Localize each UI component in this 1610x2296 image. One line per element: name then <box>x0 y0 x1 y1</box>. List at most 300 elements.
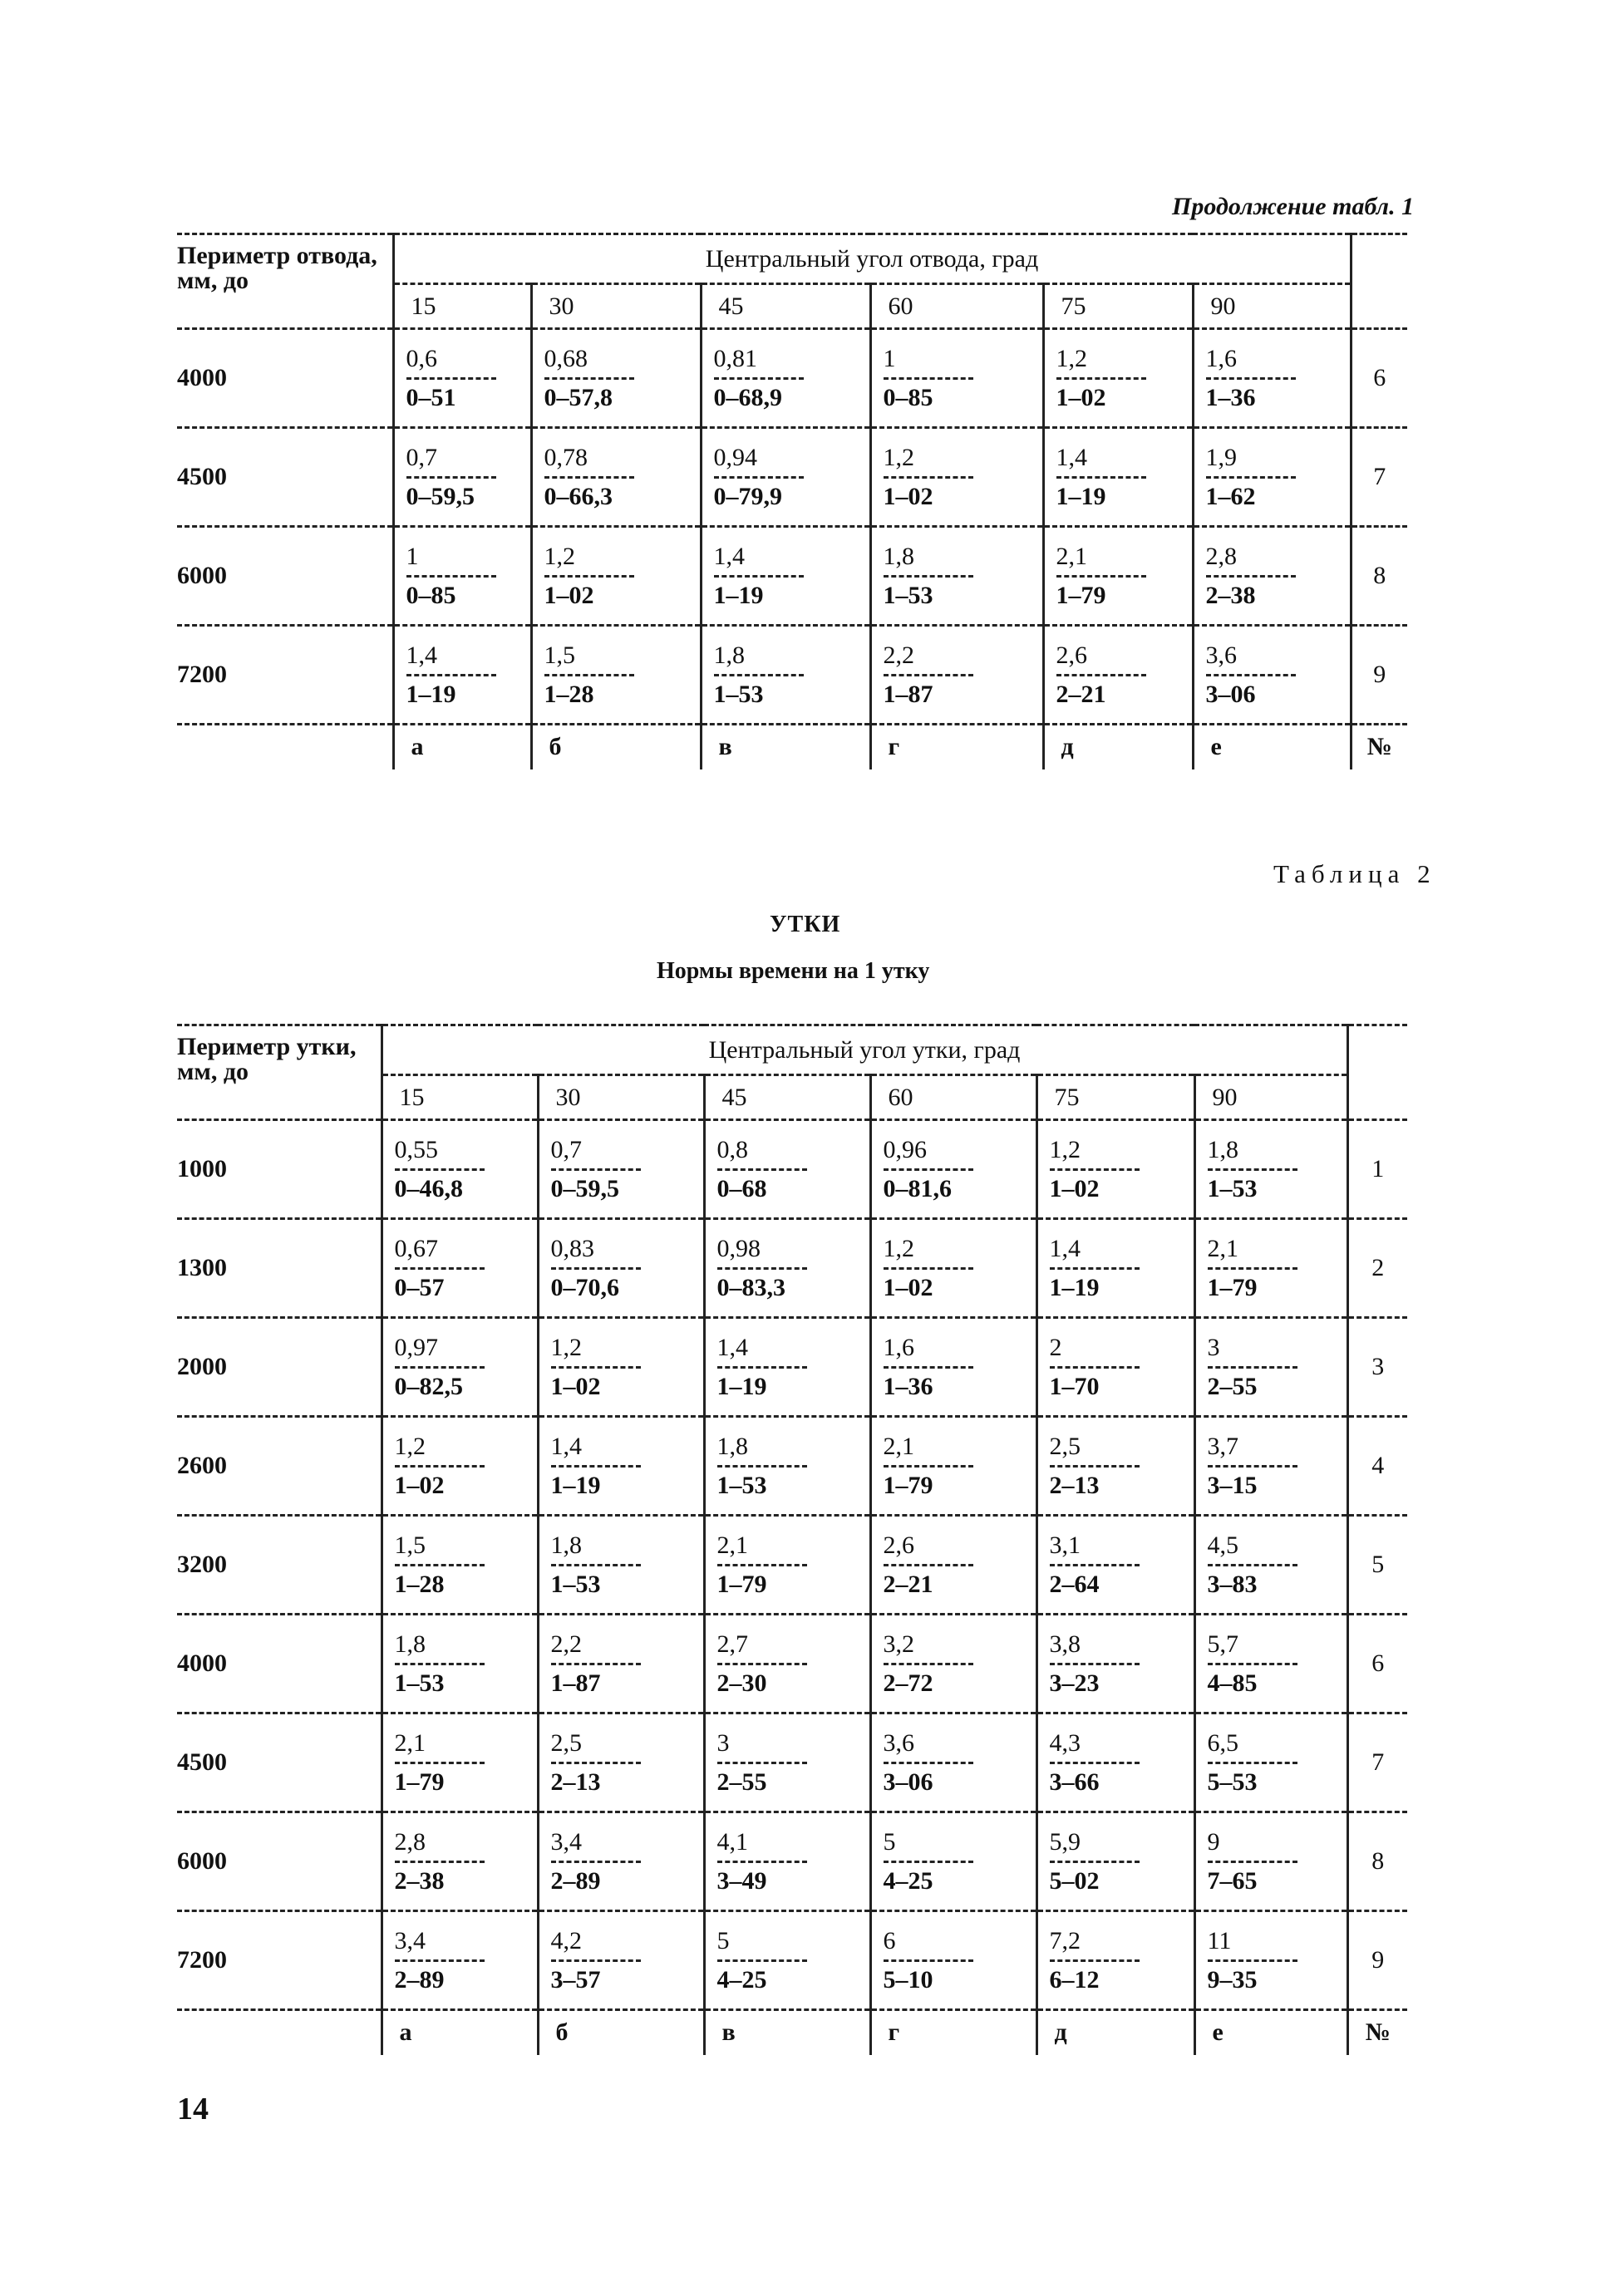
norm-cell <box>870 1219 1036 1318</box>
time-norm: 1 <box>883 344 896 372</box>
norm-fraction <box>1194 443 1350 512</box>
fraction-bar <box>406 674 496 676</box>
norm-fraction <box>872 1531 1036 1600</box>
fraction-bar <box>884 1267 973 1270</box>
norm-fraction <box>1038 1827 1194 1896</box>
time-norm: 2,1 <box>716 1531 748 1559</box>
fraction-bar <box>1050 1267 1140 1270</box>
time-norm: 1,4 <box>1056 443 1087 471</box>
norm-cell <box>538 1318 704 1417</box>
norm-fraction <box>533 542 700 611</box>
rate-value: 0–68,9 <box>713 383 782 411</box>
norm-fraction <box>706 1728 869 1797</box>
fraction-bar <box>406 476 496 479</box>
norm-fraction <box>1038 1926 1194 1995</box>
fraction-bar <box>1050 1861 1140 1863</box>
column-letter: г <box>870 2010 1036 2055</box>
time-norm: 7,2 <box>1049 1926 1081 1954</box>
norm-cell <box>870 329 1043 428</box>
table-row <box>177 626 1407 725</box>
time-norm: 2,2 <box>883 641 914 669</box>
time-norm: 0,7 <box>550 1135 582 1163</box>
time-norm: 1,2 <box>883 443 914 471</box>
fraction-bar <box>717 1168 807 1171</box>
norm-cell <box>382 1120 538 1219</box>
rate-value: 1–02 <box>883 1273 933 1301</box>
rate-value: 1–02 <box>550 1372 601 1400</box>
norm-cell <box>1043 626 1193 725</box>
norm-fraction <box>1038 1135 1194 1204</box>
fraction-bar <box>1056 377 1146 380</box>
norm-cell <box>382 1219 538 1318</box>
norm-cell <box>704 1417 870 1516</box>
table-2 <box>177 1024 1407 2055</box>
fraction-bar <box>551 1861 641 1863</box>
time-norm: 0,98 <box>716 1234 761 1262</box>
norm-fraction <box>1038 1234 1194 1303</box>
rate-value: 1–79 <box>883 1471 933 1499</box>
fraction-bar <box>1056 476 1146 479</box>
time-norm: 0,96 <box>883 1135 927 1163</box>
fraction-bar <box>884 1762 973 1764</box>
norm-cell <box>538 1219 704 1318</box>
time-norm: 11 <box>1207 1926 1232 1954</box>
rate-value: 6–12 <box>1049 1965 1100 1994</box>
norm-cell <box>1036 1615 1194 1713</box>
time-norm: 4,2 <box>550 1926 582 1954</box>
norm-cell <box>393 329 531 428</box>
norm-fraction <box>706 1333 869 1402</box>
norm-fraction <box>533 443 700 512</box>
perimeter-value: 2000 <box>177 1353 227 1380</box>
fraction-bar <box>544 674 634 676</box>
time-norm: 0,78 <box>544 443 588 471</box>
angle-30: 30 <box>531 284 701 329</box>
norm-fraction <box>1038 1432 1194 1501</box>
norm-cell <box>382 1615 538 1713</box>
rate-value: 4–25 <box>883 1866 933 1895</box>
fraction-bar <box>884 377 973 380</box>
fraction-bar <box>395 1564 485 1566</box>
rate-value: 1–79 <box>1056 581 1106 609</box>
letters-row <box>177 2010 1407 2055</box>
rate-value: 1–79 <box>716 1570 767 1598</box>
angle-60: 60 <box>870 1075 1036 1120</box>
norm-fraction <box>383 1135 537 1204</box>
rate-value: 1–19 <box>1056 482 1106 510</box>
row-number: 2 <box>1347 1219 1407 1318</box>
perimeter-header: Периметр утки, мм, до <box>177 1033 357 1085</box>
time-norm: 1,2 <box>1049 1135 1081 1163</box>
norm-cell <box>538 1812 704 1911</box>
norm-cell <box>870 1120 1036 1219</box>
rate-value: 2–72 <box>883 1669 933 1697</box>
norm-cell <box>393 428 531 527</box>
column-letter: в <box>704 2010 870 2055</box>
norm-cell <box>870 527 1043 626</box>
rate-value: 5–53 <box>1207 1767 1258 1796</box>
time-norm: 3,6 <box>883 1728 914 1757</box>
norm-fraction <box>1045 542 1192 611</box>
column-letter: б <box>531 725 701 769</box>
rate-value: 1–02 <box>394 1471 445 1499</box>
time-norm: 3,8 <box>1049 1630 1081 1658</box>
time-norm: 1,5 <box>544 641 575 669</box>
norm-cell <box>1036 1911 1194 2010</box>
fraction-bar <box>884 1663 973 1665</box>
norm-fraction <box>1194 641 1350 710</box>
norm-cell <box>382 1417 538 1516</box>
column-letter: г <box>870 725 1043 769</box>
fraction-bar <box>1050 1366 1140 1369</box>
norm-cell <box>1194 1219 1347 1318</box>
norm-fraction <box>1196 1333 1347 1402</box>
norm-cell <box>870 626 1043 725</box>
time-norm: 1,6 <box>883 1333 914 1361</box>
rate-value: 1–02 <box>1049 1174 1100 1202</box>
angle-90: 90 <box>1193 284 1351 329</box>
table-row <box>177 1615 1407 1713</box>
rate-value: 3–06 <box>1205 680 1256 708</box>
norm-fraction <box>1196 1630 1347 1699</box>
norm-cell <box>531 626 701 725</box>
fraction-bar <box>1208 1762 1297 1764</box>
fraction-bar <box>544 377 634 380</box>
norm-fraction <box>872 344 1042 413</box>
table-2-label: Таблица 2 <box>1273 859 1436 888</box>
time-norm: 1,6 <box>1205 344 1237 372</box>
time-norm: 0,94 <box>713 443 757 471</box>
rate-value: 0–57 <box>394 1273 445 1301</box>
fraction-bar <box>1050 1168 1140 1171</box>
norm-fraction <box>1196 1827 1347 1896</box>
number-label: № <box>1351 725 1407 769</box>
time-norm: 0,68 <box>544 344 588 372</box>
angle-45: 45 <box>704 1075 870 1120</box>
norm-fraction <box>872 1234 1036 1303</box>
fraction-bar <box>717 1465 807 1468</box>
rate-value: 1–02 <box>883 482 933 510</box>
fraction-bar <box>1050 1663 1140 1665</box>
norm-cell <box>1194 1615 1347 1713</box>
norm-fraction <box>539 1135 703 1204</box>
time-norm: 2,6 <box>883 1531 914 1559</box>
norm-fraction <box>872 542 1042 611</box>
norm-fraction <box>383 1432 537 1501</box>
norm-cell <box>704 1318 870 1417</box>
norm-fraction <box>872 1630 1036 1699</box>
row-number: 4 <box>1347 1417 1407 1516</box>
rate-value: 0–81,6 <box>883 1174 952 1202</box>
fraction-bar <box>884 674 973 676</box>
norm-fraction <box>1196 1432 1347 1501</box>
norm-cell <box>1036 1516 1194 1615</box>
fraction-bar <box>1208 1168 1297 1171</box>
time-norm: 2,5 <box>550 1728 582 1757</box>
norm-cell <box>870 1812 1036 1911</box>
norm-fraction <box>872 1728 1036 1797</box>
row-number: 6 <box>1351 329 1407 428</box>
angle-45: 45 <box>701 284 870 329</box>
perimeter-value: 4500 <box>177 1748 227 1776</box>
rate-value: 1–28 <box>394 1570 445 1598</box>
time-norm: 2,6 <box>1056 641 1087 669</box>
table-2-title: УТКИ <box>770 912 841 937</box>
table-row <box>177 1713 1407 1812</box>
norm-fraction <box>533 344 700 413</box>
time-norm: 3,2 <box>883 1630 914 1658</box>
norm-cell <box>1043 428 1193 527</box>
fraction-bar <box>1206 476 1296 479</box>
rate-value: 0–85 <box>883 383 933 411</box>
norm-cell <box>1043 329 1193 428</box>
fraction-bar <box>551 1762 641 1764</box>
time-norm: 6,5 <box>1207 1728 1238 1757</box>
norm-cell <box>704 1219 870 1318</box>
perimeter-value: 7200 <box>177 1946 227 1974</box>
rate-value: 1–79 <box>394 1767 445 1796</box>
table-row <box>177 1120 1407 1219</box>
rate-value: 0–85 <box>406 581 456 609</box>
fraction-bar <box>551 1366 641 1369</box>
rate-value: 2–55 <box>716 1767 767 1796</box>
norm-cell <box>1194 1713 1347 1812</box>
perimeter-value: 4000 <box>177 364 227 391</box>
norm-fraction <box>539 1432 703 1501</box>
number-label: № <box>1347 2010 1407 2055</box>
norm-fraction <box>872 1432 1036 1501</box>
norm-cell <box>704 1615 870 1713</box>
column-letter: а <box>393 725 531 769</box>
norm-fraction <box>395 542 530 611</box>
norm-cell <box>701 527 870 626</box>
norm-fraction <box>539 1531 703 1600</box>
table-row <box>177 1318 1407 1417</box>
fraction-bar <box>884 575 973 578</box>
fraction-bar <box>884 476 973 479</box>
norm-fraction <box>1038 1630 1194 1699</box>
time-norm: 2,2 <box>550 1630 582 1658</box>
fraction-bar <box>395 1366 485 1369</box>
norm-cell <box>870 1417 1036 1516</box>
time-norm: 0,55 <box>394 1135 438 1163</box>
row-number: 1 <box>1347 1120 1407 1219</box>
norm-fraction <box>706 1135 869 1204</box>
fraction-bar <box>717 1663 807 1665</box>
rate-value: 4–85 <box>1207 1669 1258 1697</box>
rate-value: 3–57 <box>550 1965 601 1994</box>
norm-cell <box>1036 1812 1194 1911</box>
norm-cell <box>870 428 1043 527</box>
rate-value: 2–89 <box>550 1866 601 1895</box>
norm-cell <box>870 1615 1036 1713</box>
norm-cell <box>870 1713 1036 1812</box>
norm-fraction <box>1045 443 1192 512</box>
time-norm: 2,1 <box>394 1728 426 1757</box>
norm-fraction <box>539 1630 703 1699</box>
norm-fraction <box>1194 542 1350 611</box>
rate-value: 0–59,5 <box>406 482 475 510</box>
time-norm: 4,1 <box>716 1827 748 1856</box>
norm-fraction <box>1196 1926 1347 1995</box>
time-norm: 9 <box>1207 1827 1220 1856</box>
fraction-bar <box>551 1663 641 1665</box>
fraction-bar <box>406 377 496 380</box>
norm-cell <box>1036 1713 1194 1812</box>
norm-fraction <box>1038 1531 1194 1600</box>
fraction-bar <box>714 476 804 479</box>
time-norm: 2,1 <box>883 1432 914 1460</box>
continuation-caption: Продолжение табл. 1 <box>1172 193 1415 220</box>
angle-90: 90 <box>1194 1075 1347 1120</box>
norm-fraction <box>383 1926 537 1995</box>
fraction-bar <box>1056 674 1146 676</box>
rate-value: 1–53 <box>883 581 933 609</box>
norm-cell <box>701 329 870 428</box>
rate-value: 0–59,5 <box>550 1174 619 1202</box>
fraction-bar <box>884 1861 973 1863</box>
norm-cell <box>1193 626 1351 725</box>
fraction-bar <box>1208 1959 1297 1962</box>
norm-cell <box>538 1516 704 1615</box>
time-norm: 0,7 <box>406 443 437 471</box>
norm-cell <box>382 1911 538 2010</box>
norm-cell <box>701 626 870 725</box>
rate-value: 0–51 <box>406 383 456 411</box>
rate-value: 3–66 <box>1049 1767 1100 1796</box>
letters-blank <box>177 725 393 769</box>
fraction-bar <box>551 1959 641 1962</box>
fraction-bar <box>1208 1564 1297 1566</box>
time-norm: 1 <box>406 542 419 570</box>
table-row <box>177 1219 1407 1318</box>
column-letter: в <box>701 725 870 769</box>
time-norm: 0,8 <box>716 1135 748 1163</box>
time-norm: 6 <box>883 1926 896 1954</box>
norm-cell <box>538 1713 704 1812</box>
norm-fraction <box>1038 1728 1194 1797</box>
rate-value: 3–15 <box>1207 1471 1258 1499</box>
page-number: 14 <box>177 2092 209 2126</box>
norm-cell <box>704 1516 870 1615</box>
time-norm: 1,4 <box>713 542 745 570</box>
norm-cell <box>531 428 701 527</box>
norm-fraction <box>1045 344 1192 413</box>
row-number: 9 <box>1347 1911 1407 2010</box>
fraction-bar <box>714 674 804 676</box>
fraction-bar <box>884 1168 973 1171</box>
norm-fraction <box>395 443 530 512</box>
norm-fraction <box>533 641 700 710</box>
angle-60: 60 <box>870 284 1043 329</box>
norm-cell <box>1194 1417 1347 1516</box>
norm-fraction <box>706 1531 869 1600</box>
fraction-bar <box>717 1762 807 1764</box>
norm-cell <box>870 1911 1036 2010</box>
norm-cell <box>382 1713 538 1812</box>
norm-fraction <box>706 1926 869 1995</box>
rate-value: 2–55 <box>1207 1372 1258 1400</box>
time-norm: 1,5 <box>394 1531 426 1559</box>
rate-value: 0–70,6 <box>550 1273 619 1301</box>
rate-value: 1–36 <box>883 1372 933 1400</box>
norm-cell <box>704 1911 870 2010</box>
time-norm: 3,6 <box>1205 641 1237 669</box>
rate-value: 1–87 <box>550 1669 601 1697</box>
perimeter-value: 1300 <box>177 1254 227 1281</box>
time-norm: 0,97 <box>394 1333 438 1361</box>
time-norm: 1,9 <box>1205 443 1237 471</box>
row-number: 5 <box>1347 1516 1407 1615</box>
time-norm: 4,3 <box>1049 1728 1081 1757</box>
norm-cell <box>531 527 701 626</box>
rate-value: 2–64 <box>1049 1570 1100 1598</box>
fraction-bar <box>406 575 496 578</box>
norm-cell <box>382 1318 538 1417</box>
norm-fraction <box>1196 1728 1347 1797</box>
norm-cell <box>538 1120 704 1219</box>
table-row <box>177 1417 1407 1516</box>
norm-fraction <box>539 1333 703 1402</box>
norm-cell <box>1043 527 1193 626</box>
perimeter-value: 6000 <box>177 1847 227 1875</box>
norm-fraction <box>1196 1135 1347 1204</box>
number-header-blank <box>1347 1025 1407 1120</box>
norm-cell <box>1036 1417 1194 1516</box>
time-norm: 2,8 <box>1205 542 1237 570</box>
norm-cell <box>870 1318 1036 1417</box>
norm-cell <box>704 1120 870 1219</box>
fraction-bar <box>551 1168 641 1171</box>
norm-fraction <box>1038 1333 1194 1402</box>
norm-fraction <box>706 1432 869 1501</box>
time-norm: 1,2 <box>550 1333 582 1361</box>
rate-value: 1–02 <box>1056 383 1106 411</box>
rate-value: 0–79,9 <box>713 482 782 510</box>
time-norm: 1,2 <box>394 1432 426 1460</box>
time-norm: 5 <box>883 1827 896 1856</box>
time-norm: 0,6 <box>406 344 437 372</box>
norm-fraction <box>872 1333 1036 1402</box>
column-letter: е <box>1194 2010 1347 2055</box>
time-norm: 3,4 <box>550 1827 582 1856</box>
angle-30: 30 <box>538 1075 704 1120</box>
norm-cell <box>1194 1120 1347 1219</box>
fraction-bar <box>714 377 804 380</box>
norm-fraction <box>383 1827 537 1896</box>
rate-value: 0–82,5 <box>394 1372 463 1400</box>
number-header-blank <box>1351 234 1407 329</box>
norm-fraction <box>1196 1234 1347 1303</box>
norm-cell <box>870 1516 1036 1615</box>
time-norm: 1,2 <box>1056 344 1087 372</box>
fraction-bar <box>395 1267 485 1270</box>
time-norm: 1,4 <box>1049 1234 1081 1262</box>
time-norm: 2,8 <box>394 1827 426 1856</box>
fraction-bar <box>717 1861 807 1863</box>
perimeter-value: 2600 <box>177 1452 227 1479</box>
rate-value: 0–66,3 <box>544 482 613 510</box>
norm-cell <box>1194 1911 1347 2010</box>
time-norm: 0,81 <box>713 344 757 372</box>
norm-fraction <box>706 1234 869 1303</box>
norm-fraction <box>539 1926 703 1995</box>
row-number: 3 <box>1347 1318 1407 1417</box>
rate-value: 1–02 <box>544 581 594 609</box>
rate-value: 2–21 <box>883 1570 933 1598</box>
perimeter-value: 6000 <box>177 562 227 589</box>
column-letter: а <box>382 2010 538 2055</box>
